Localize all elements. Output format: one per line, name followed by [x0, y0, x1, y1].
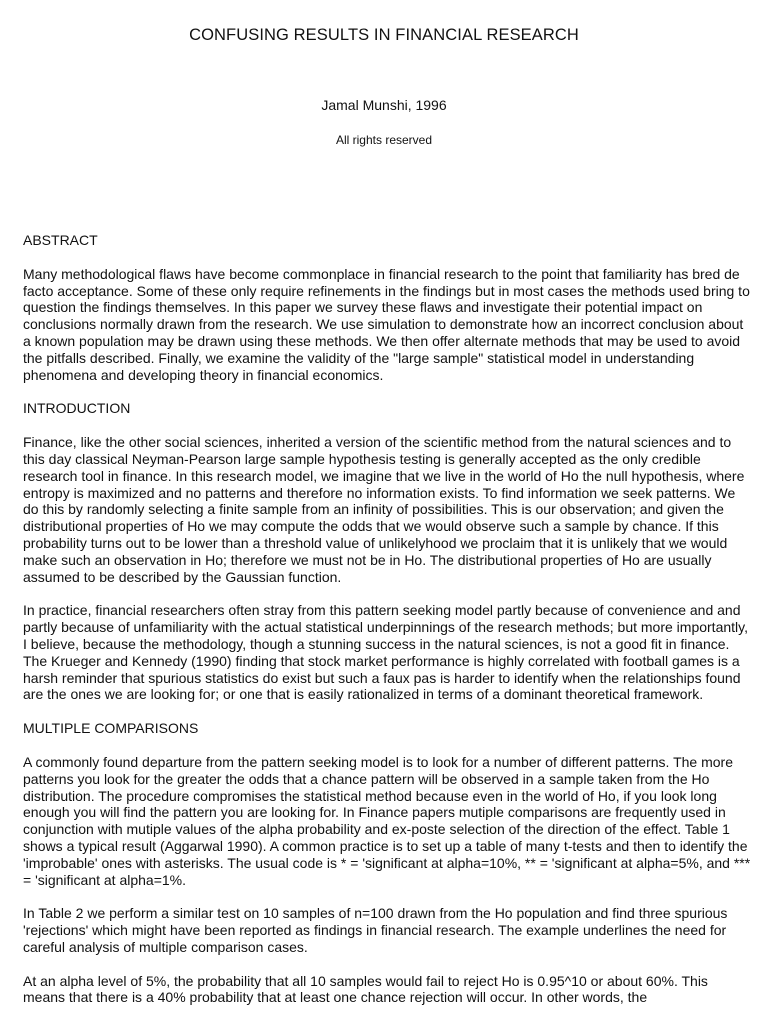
- paper-body: [23, 232, 753, 1023]
- multiple-comparisons-heading: MULTIPLE COMPARISONS: [23, 720, 199, 737]
- paper-title: CONFUSING RESULTS IN FINANCIAL RESEARCH: [189, 26, 579, 44]
- multiple-comparisons-paragraph-1: A commonly found departure from the pattern seeking model is to look for a number of different patterns. The more patterns you look for the greater the odds that a chance pattern will be observed in a sample taken from the Ho distribution. The procedure compromises the statistical method because even in the world of Ho, if you look long enough you will find the pattern you are looking for. In Finance papers mutiple comparisons are frequently used in conjunction with mutiple values of the alpha probability and ex-poste selection of the direction of the effect. Table 1 shows a typical result (Aggarwal 1990). A common practice is to set up a table of many t-tests and then to identify the 'improbable' ones with asterisks. The usual code is * = 'significant at alpha=10%, ** = 'significant at alpha=5%, and *** = 'significant at alpha=1%.: [23, 753, 751, 888]
- multiple-comparisons-paragraph-3: At an alpha level of 5%, the probability that all 10 samples would fail to reject Ho is 0.95^10 or about 60%. This means that there is a 40% probability that at least one chance rejection will occur. In other words, the: [23, 972, 708, 1006]
- abstract-paragraph: Many methodological flaws have become commonplace in financial research to the point that familiarity has bred de facto acceptance. Some of these only require refinements in the findings but in most cases the methods used bring to question the findings themselves. In this paper we survey these flaws and investigate their potential impact on conclusions normally drawn from the research. We use simulation to demonstrate how an incorrect conclusion about a known population may be drawn using these methods. We then offer alternate methods that may be used to avoid the pitfalls described. Finally, we examine the validity of the "large sample" statistical model in understanding phenomena and developing theory in financial economics.: [23, 265, 750, 383]
- abstract-heading: ABSTRACT: [23, 232, 98, 248]
- introduction-paragraph-1: Finance, like the other social sciences, inherited a version of the scientific method from the natural sciences and to this day classical Neyman-Pearson large sample hypothesis testing is generally accepted as the only credible research tool in finance. In this research model, we imagine that we live in the world of Ho the null hypothesis, where entropy is maximized and no patterns and therefore no information exists. To find information we seek patterns. We do this by randomly selecting a finite sample from an infinity of possibilities. This is our observation; and given the distributional properties of Ho we may compute the odds that we would observe such a sample by chance. If this probability turns out to be lower than a threshold value of unlikelyhood we proclaim that it is unlikely that we would make such an observation in Ho; therefore we must not be in Ho. The distributional properties of Ho are usually assumed to be described by the Gaussian function.: [23, 434, 745, 585]
- introduction-heading: INTRODUCTION: [23, 400, 131, 417]
- introduction-paragraph-2: In practice, financial researchers often stray from this pattern seeking model partly because of convenience and and partly because of unfamiliarity with the actual statistical underpinnings of the research methods; but more importantly, I believe, because the methodology, though a stunning success in the natural sciences, is not a good fit in finance. The Krueger and Kennedy (1990) finding that stock market performance is highly correlated with football games is a harsh reminder that spurious statistics do exist but such a faux pas is harder to identify when the relationships found are the ones we are looking for; or one that is easily rationalized in terms of a dominant theoretical framework.: [23, 602, 748, 703]
- rights-notice: All rights reserved: [335, 133, 433, 147]
- multiple-comparisons-paragraph-2: In Table 2 we perform a similar test on 10 samples of n=100 drawn from the Ho population and find three spurious 'rejections' which might have been reported as findings in financial research. The example underlines the need for careful analysis of multiple comparison cases.: [23, 905, 728, 955]
- author-line: Jamal Munshi, 1996: [321, 97, 447, 113]
